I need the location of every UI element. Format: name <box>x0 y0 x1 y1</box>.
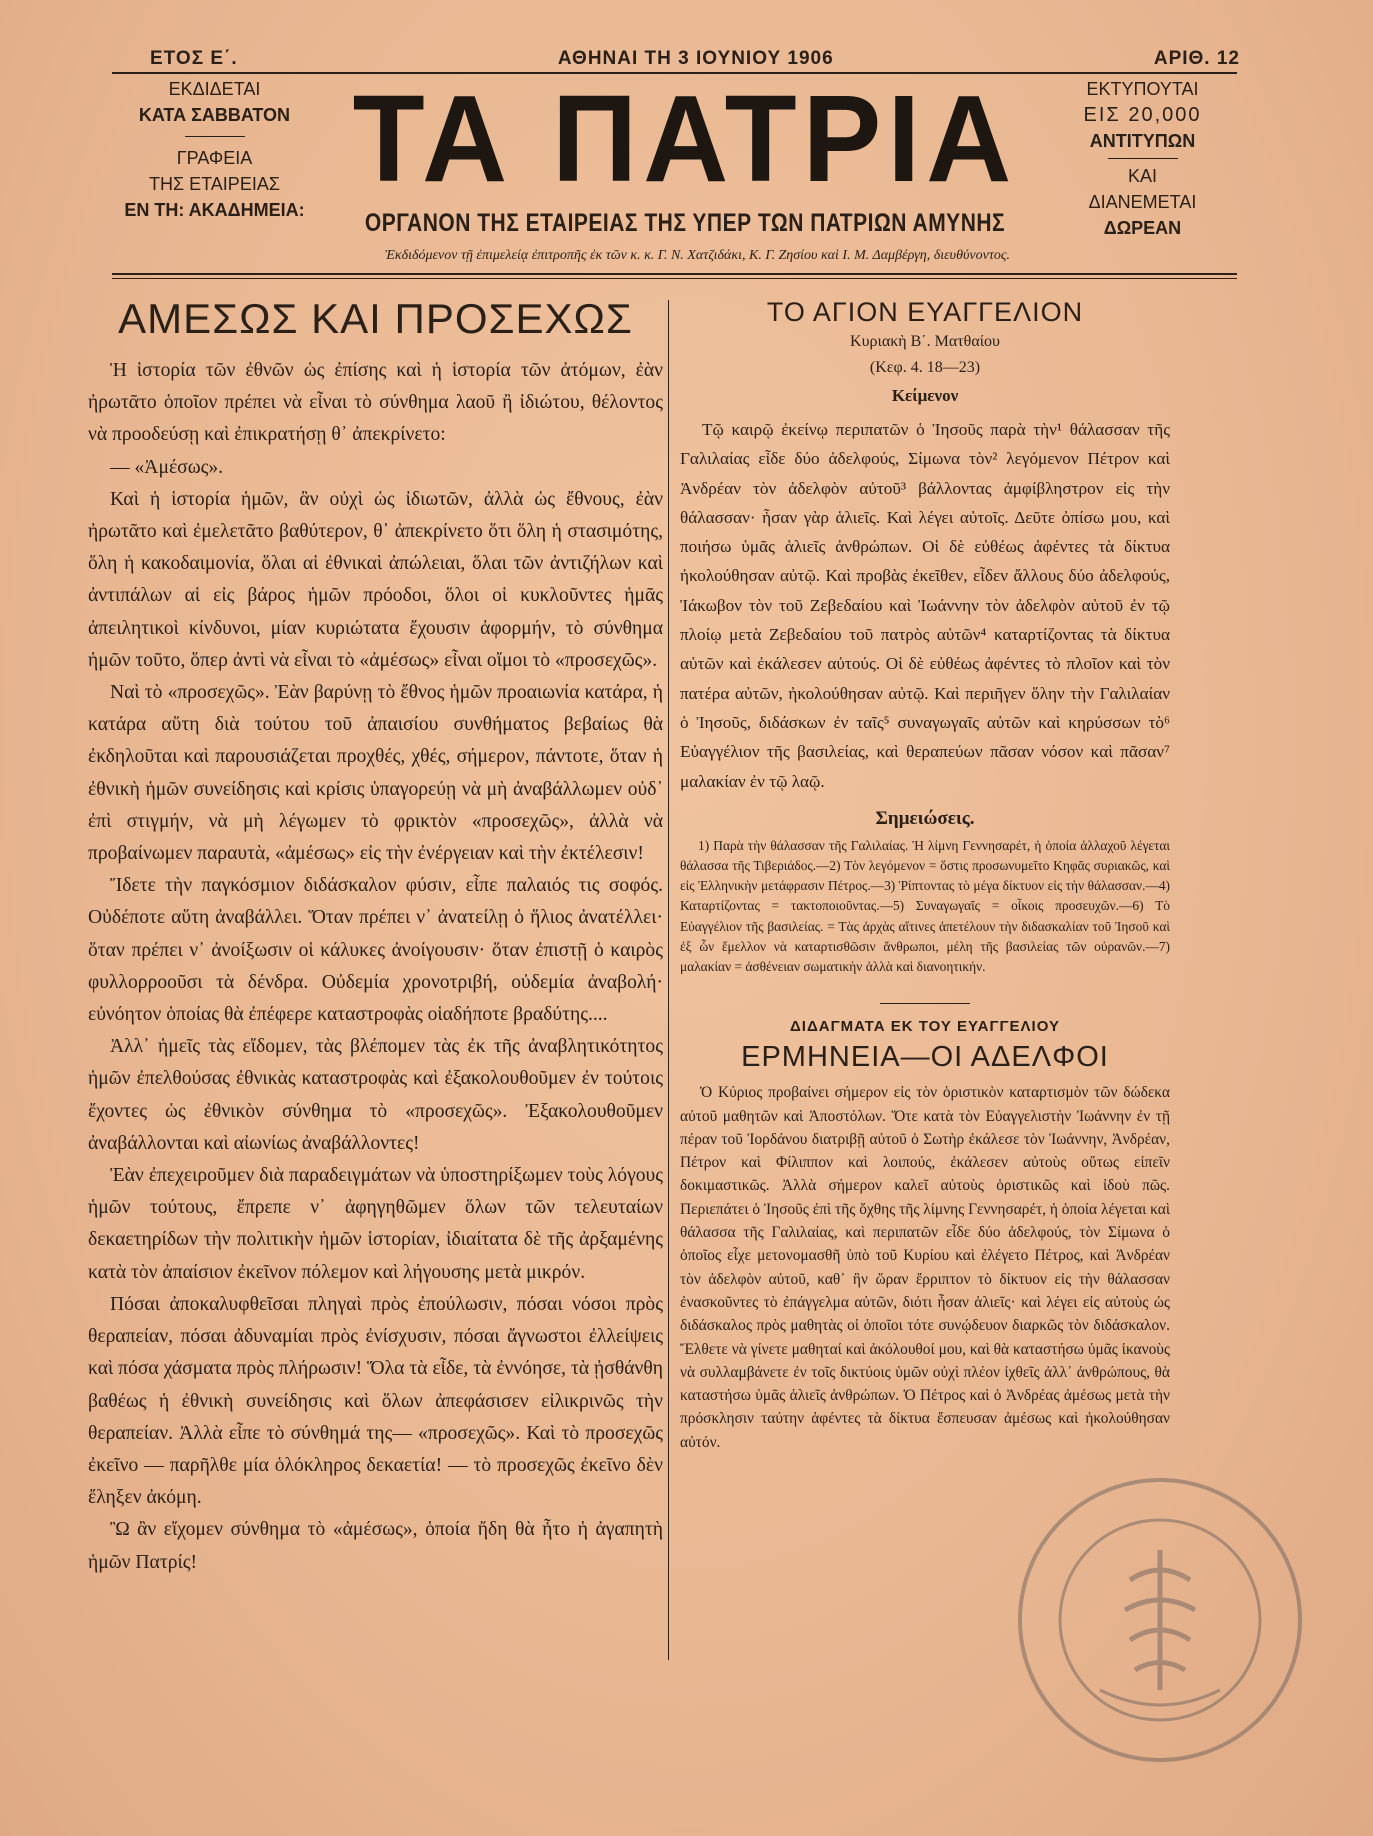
article-headline: ΑΜΕΣΩΣ ΚΑΙ ΠΡΟΣΕΧΩΣ <box>118 295 633 342</box>
notes-title: Σημειώσεις. <box>875 807 975 829</box>
masthead-left-divider <box>185 136 245 137</box>
masthead-right-line4: ΚΑΙ <box>1127 166 1157 186</box>
masthead-right-line3: ΑΝΤΙΤΥΠΩΝ <box>1089 131 1196 151</box>
article-paragraph: Ἀλλ᾽ ἡμεῖς τὰς εἴδομεν, τὰς βλέπομεν τὰς ἐκ τῆς ἀναβλητικότητος ἡμῶν ἐπελθούσας ἐθνικὰς καταστροφὰς καὶ ἐξακολουθοῦμεν ἐν τούτοις ἔχοντες ὡς ἐθνικὸν σύνθημα τὸ «προσεχῶς». Ἐξακολουθοῦμεν ἀναβάλλονται καὶ αἰωνίως ἀναβάλλοντες! <box>88 1036 663 1154</box>
article-paragraph: Ὢ ἂν εἴχομεν σύνθημα τὸ «ἀμέσως», ὁποία ἤδη θὰ ἦτο ἡ ἀγαπητὴ ἡμῶν Πατρίς! <box>88 1519 663 1573</box>
gospel-title: ΤΟ ΑΓΙΟΝ ΕΥΑΓΓΕΛΙΟΝ <box>766 297 1084 327</box>
section-divider <box>880 1003 970 1004</box>
right-column <box>680 295 1170 1454</box>
date-label: ΑΘΗΝΑΙ ΤΗ 3 ΙΟΥΝΙΟΥ 1906 <box>557 48 834 69</box>
newspaper-title: ΤΑ ΠΑΤΡΙΑ <box>352 69 1018 209</box>
article-paragraph: — «Ἀμέσως». <box>110 456 224 478</box>
article-paragraph: Ἴδετε τὴν παγκόσμιον διδάσκαλον φύσιν, εἶπε παλαιός τις σοφός. Οὐδέποτε αὕτη ἀναβάλλει. Ὅταν πρέπει ν᾽ ἀνατείλῃ ὁ ἥλιος ἀνατέλλει· ὅταν πρέπει ν᾽ ἀνοίξωσιν οἱ κάλυκες ἀνοίγουσιν· ὅταν ἐπιστῇ ὁ καιρὸς φυλλορροοῦσι τὰ δένδρα. Οὐδεμία χρονοτριβή, οὐδεμία ἀναβολή· εὐνόητον ὁποίας θὰ ἐπέφερε καταστροφὰς οἱαδήποτε βραδύτης.... <box>88 875 663 1026</box>
gospel-text-label: Κείμενον <box>891 386 959 405</box>
notes-body <box>680 836 1170 977</box>
masthead-right-box <box>1045 76 1240 241</box>
sermon-kicker: ΔΙΔΑΓΜΑΤΑ ΕΚ ΤΟΥ ΕΥΑΓΓΕΛΙΟΥ <box>790 1018 1060 1036</box>
article-paragraph: Πόσαι ἀποκαλυφθεῖσαι πληγαὶ πρὸς ἐπούλωσιν, πόσαι νόσοι πρὸς θεραπείαν, πόσαι ἀδυναμίαι πρὸς ἐνίσχυσιν, πόσαι ἄγνωστοι ἐλλείψεις καὶ πόσα χάσματα πρὸς πλήρωσιν! Ὅλα τὰ εἶδε, τὰ ἐννόησε, τὰ ᾐσθάνθη βαθέως ἡ ἐθνικὴ συνείδησις καὶ ὅλων ἀπεφάσισεν εἰλικρινῶς τὴν θεραπείαν. Ἀλλὰ εἶπε τὸ σύνθημά της— «προσεχῶς». Καὶ τὸ προσεχῶς ἐκεῖνο — παρῆλθε μία ὁλόκληρος δεκαετία! — τὸ προσεχῶς ἐκεῖνο δὲν ἔληξεν ἀκόμη. <box>88 1293 663 1509</box>
masthead-bottom-rule-thin <box>112 278 1237 279</box>
sermon-title: ΕΡΜΗΝΕΙΑ—ΟΙ ΑΔΕΛΦΟΙ <box>741 1041 1109 1074</box>
masthead-bottom-rule <box>112 273 1237 275</box>
gospel-reference: (Κεφ. 4. 18—23) <box>869 359 981 376</box>
article-paragraph: Ἐὰν ἐπεχειροῦμεν διὰ παραδειγμάτων νὰ ὑποστηρίξωμεν τοὺς λόγους ἡμῶν τούτους, ἔπρεπε ν᾽ ἀφηγηθῶμεν ὅλων τῶν τελευταίων δεκαετηρίδων τὴν πολιτικὴν ἡμῶν ἱστορίαν, ἰδιαίτατα δὲ τῆς ἀρξαμένης κατὰ τὸν ἀπαίσιον ἐκεῖνον πόλεμον καὶ λήγουσης μετὰ μικρόν. <box>88 1165 663 1283</box>
notes-paragraph: 1) Παρὰ τὴν θάλασσαν τῆς Γαλιλαίας. Ἡ λίμνη Γεννησαρέτ, ἡ ὁποία ἀλλαχοῦ λέγεται θάλασσα τῆς Τιβεριάδος.—2) Τὸν λεγόμενον = ὅστις προσωνυμεῖτο Κηφᾶς συριακῶς, καὶ εἰς Ἑλληνικὴν μετάφρασιν Πέτρος.—3) Ῥίπτοντας τὸ μέγα δίκτυον εἰς τὴν θάλασσαν.—4) Καταρτίζοντας = τακτοποιοῦντας.—5) Συναγωγαῖς = οἶκοις προσευχῶν.—6) Τὸ Εὐαγγέλιον τῆς βασιλείας. = Τὰς ἀρχὰς αἵτινες ἀπετέλουν τὴν διδασκαλίαν τοῦ Ἰησοῦ καὶ ἐξ ὧν ἔμελλον νὰ καταρτισθῶσιν ἄνθρωποι, μέλη τῆς βασιλείας τῶν οὐρανῶν.—7) μαλακίαν = ἀσθένειαν σωματικὴν ἀλλὰ καὶ διανοητικήν. <box>680 837 1170 975</box>
dateline-bar <box>150 48 1240 70</box>
gospel-paragraph: Τῷ καιρῷ ἐκείνῳ περιπατῶν ὁ Ἰησοῦς παρὰ τὴν¹ θάλασσαν τῆς Γαλιλαίας εἶδε δύο ἀδελφούς, Σίμωνα τὸν² λεγόμενον Πέτρον καὶ Ἀνδρέαν τὸν ἀδελφὸν αὐτοῦ³ βάλλοντας ἀμφίβληστρον εἰς τὴν θάλασσαν· ἦσαν γὰρ ἁλιεῖς. Καὶ λέγει αὐτοῖς. Δεῦτε ὀπίσω μου, καὶ ποιήσω ὑμᾶς ἁλιεῖς ἀνθρώπων. Οἱ δὲ εὐθέως ἀφέντες τὰ δίκτυα ἠκολούθησαν αὐτῷ. Καὶ προβὰς ἐκεῖθεν, εἶδεν ἄλλους δύο ἀδελφούς, Ἰάκωβον τὸν τοῦ Ζεβεδαίου καὶ Ἰωάννην τὸν ἀδελφὸν αὐτοῦ ἐν τῷ πλοίῳ μετὰ Ζεβεδαίου τοῦ πατρὸς αὐτῶν⁴ καταρτίζοντας τὰ δίκτυα αὐτῶν καὶ ἐκάλεσεν αὐτούς. Οἱ δὲ εὐθέως ἀφέντες τὸ πλοῖον καὶ τὸν πατέρα αὐτῶν, ἠκολούθησαν αὐτῷ. Καὶ περιῆγεν ὅλην τὴν Γαλιλαίαν ὁ Ἰησοῦς, διδάσκων ἐν ταῖς⁵ συναγωγαῖς αὐτῶν καὶ κηρύσσων τὸ⁶ Εὐαγγέλιον τῆς βασιλείας, καὶ θεραπεύων πᾶσαν νόσον καὶ πᾶσαν⁷ μαλακίαν ἐν τῷ λαῷ. <box>680 420 1170 791</box>
masthead-left-line1: ΕΚΔΙΔΕΤΑΙ <box>168 79 261 99</box>
masthead-right-line2: ΕΙΣ 20,000 <box>1083 104 1202 126</box>
article-paragraph: Ἡ ἱστορία τῶν ἐθνῶν ὡς ἐπίσης καὶ ἡ ἱστορία τῶν ἀτόμων, ἐὰν ἠρωτᾶτο ὁποῖον πρέπει νὰ εἶναι τὸ σύνθημα λαοῦ ἢ ἰδιώτου, θέλοντος νὰ προοδεύσῃ καὶ ἐπικρατήσῃ θ᾽ ἀπεκρίνετο: <box>88 360 663 446</box>
masthead-right-line6: ΔΩΡΕΑΝ <box>1103 218 1182 238</box>
library-seal-icon <box>1010 1470 1310 1770</box>
left-column <box>88 295 663 1579</box>
gospel-text <box>680 415 1170 796</box>
sermon-body <box>680 1081 1170 1454</box>
article-paragraph: Καὶ ἡ ἱστορία ἡμῶν, ἂν οὐχὶ ὡς ἰδιωτῶν, ἀλλὰ ὡς ἔθνους, ἐὰν ἠρωτᾶτο καὶ ἐμελετᾶτο βαθύτερον, θ᾽ ἀπεκρίνετο ὅτι ὅλη ἡ στασιμότης, ὅλη ἡ κακοδαιμονία, ὅλαι αἱ ἐθνικαὶ ἀπώλειαι, ὅλαι τῶν ἀντιζήλων καὶ ἀντιπάλων αἱ εἰς βάρος ἡμῶν πρόοδοι, ὅλοι οἱ κυκλοῦντες ἡμᾶς ἀπειλητικοὶ κίνδυνοι, μίαν κυριώτατα ἔχουσιν ἀφορμήν, τὸ σύνθημα ἡμῶν τοῦτο, ὅπερ ἀντὶ νὰ εἶναι τὸ «ἀμέσως» εἶναι οἴμοι τὸ «προσεχῶς». <box>88 488 663 671</box>
masthead-right-divider <box>1108 158 1178 159</box>
column-divider <box>668 300 669 1660</box>
article-body <box>88 355 663 1579</box>
year-label: ΕΤΟΣ Ε΄. <box>150 48 238 69</box>
editors-line: Ἐκδιδόμενον τῇ ἐπιμελείᾳ ἐπιτροπῆς ἐκ τῶν κ. κ. Γ. Ν. Χατζιδάκι, Κ. Γ. Ζησίου καὶ Ι. Μ. Δαμβέργη, διευθύνοντος. <box>384 248 1011 263</box>
issue-number: ΑΡΙΘ. 12 <box>1153 48 1240 69</box>
newspaper-subtitle: ΟΡΓΑΝΟΝ ΤΗΣ ΕΤΑΙΡΕΙΑΣ ΤΗΣ ΥΠΕΡ ΤΩΝ ΠΑΤΡΙΩΝ ΑΜΥΝΗΣ <box>364 209 1006 238</box>
masthead-right-line5: ΔΙΑΝΕΜΕΤΑΙ <box>1088 192 1197 212</box>
masthead-left-line4: ΤΗΣ ΕΤΑΙΡΕΙΑΣ <box>149 174 280 194</box>
masthead-left-line3: ΓΡΑΦΕΙΑ <box>176 148 253 168</box>
article-paragraph: Ναὶ τὸ «προσεχῶς». Ἐὰν βαρύνῃ τὸ ἔθνος ἡμῶν προαιωνία κατάρα, ἡ κατάρα αὕτη διὰ τούτου τοῦ ἀπαισίου συνθήματος βεβαίως θὰ ἐκδηλοῦται καὶ παρουσιάζεται προχθές, χθές, σήμερον, πάντοτε, ὅταν ἡ ἐθνικὴ ἡμῶν συνείδησις καὶ κρίσις ὑπαγορεύῃ νὰ μὴ ἀναβάλλωμεν οὐδ᾽ ἐπὶ στιγμήν, νὰ μὴ λέγωμεν τὸ φρικτὸν «προσεχῶς», ἀλλὰ νὰ προβαίνωμεν παραυτὰ, «ἀμέσως» εἰς τὴν ἐνέργειαν καὶ τὴν ἐκτέλεσιν! <box>88 682 663 865</box>
gospel-sunday: Κυριακὴ Β΄. Ματθαίου <box>850 333 1000 350</box>
masthead-left-box <box>112 76 317 223</box>
masthead-title-block <box>330 69 1040 238</box>
masthead-right-line1: ΕΚΤΥΠΟΥΤΑΙ <box>1086 79 1199 99</box>
sermon-paragraph: Ὁ Κύριος προβαίνει σήμερον εἰς τὸν ὁριστικὸν καταρτισμὸν τῶν δώδεκα αὐτοῦ μαθητῶν καὶ Ἀποστόλων. Ὅτε κατὰ τὸν Εὐαγγελιστὴν Ἰωάννην ἐν τῇ πέραν τοῦ Ἰορδάνου διατριβῇ αὐτοῦ ὁ Σωτὴρ ἐκάλεσε τὸν Ἰωάννην, Ἀνδρέαν, Πέτρον καὶ Φίλιππον καὶ λοιπούς, ἐκάλεσεν αὐτοὺς οὕτως εἰπεῖν δοκιμαστικῶς. Ἀλλὰ σήμερον καλεῖ αὐτοὺς ὁριστικῶς καὶ ἰδοὺ πῶς. Περιεπάτει ὁ Ἰησοῦς ἐπὶ τῆς ὄχθης τῆς λίμνης Γεννησαρέτ, ἡ ὁποία λέγεται καὶ θάλασσα τῆς Γαλιλαίας, καὶ περιπατῶν εἶδε δύο ἀδελφούς, τὸν Σίμωνα ὁ ὁποῖος εἶχε μετονομασθῆ ὑπὸ τοῦ Κυρίου καὶ ἐλέγετο Πέτρος, καὶ Ἀνδρέαν τὸν ἀδελφὸν αὐτοῦ, καθ᾽ ἣν ὥραν ἔρριπτον τὸ δίκτυον εἰς τὴν θάλασσαν ἐνασκοῦντες τὸ ἐπάγγελμα αὐτῶν, διότι ἦσαν ἁλιεῖς· καὶ λέγει εἰς αὐτοὺς ὡς διδάσκαλος πρὸς μαθητὰς οἱ ὁποῖοι τότε συνῴδευον διαρκῶς τὸν διδάσκαλον. Ἔλθετε νὰ γίνετε μαθηταί καὶ ἀκόλουθοί μου, καὶ θὰ καταστήσω ὑμᾶς ἱκανοὺς νὰ συλλαμβάνετε ἐν τοῖς δικτύοις ὑμῶν οὐχὶ πλέον ἰχθεῖς ἀλλ᾽ ἀνθρώπους, θὰ καταστήσω ὑμᾶς ἁλιεῖς ἀνθρώπων. Ὁ Πέτρος καὶ ὁ Ἀνδρέας ἀμέσως μετὰ τὴν πρόσκλησιν ταύτην ἀφέντες τὰ δίκτυα ἔσπευσαν ἀμέσως καὶ ἠκολούθησαν αὐτόν. <box>680 1084 1170 1451</box>
masthead-left-line2: ΚΑΤΑ ΣΑΒΒΑΤΟΝ <box>138 105 291 125</box>
masthead-left-line5: ΕΝ ΤΗ: ΑΚΑΔΗΜΕΙΑ: <box>124 200 305 220</box>
